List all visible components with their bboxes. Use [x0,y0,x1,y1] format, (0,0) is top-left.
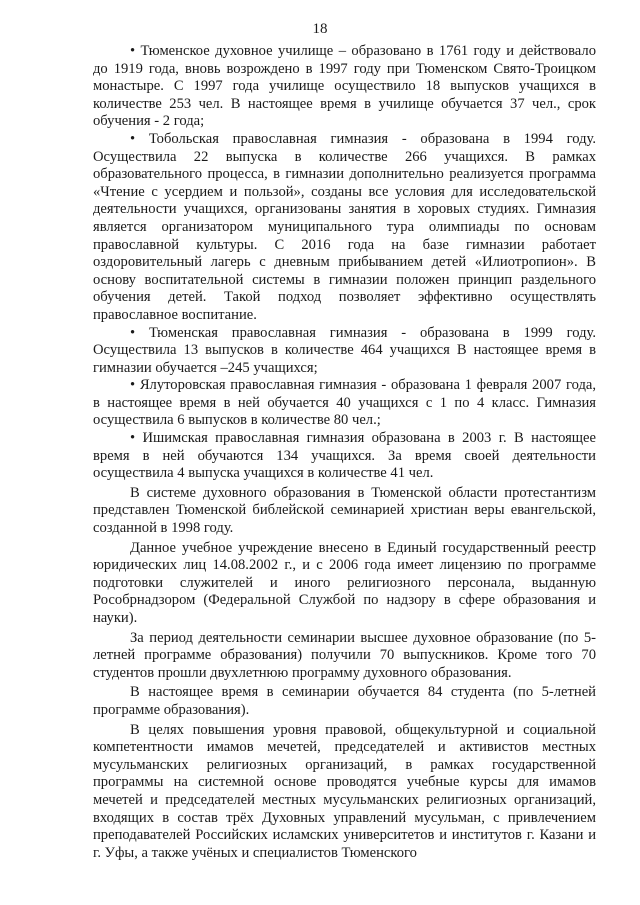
paragraph-tyumen-gymnasium: • Тюменская православная гимназия - образована в 1999 году. Осуществила 13 выпусков в количестве 464 учащихся В настоящее время в гимназии обучается –245 учащихся; [93,324,596,376]
paragraph-seminary-registration: Данное учебное учреждение внесено в Единый государственный реестр юридических лиц 14.08.2002 г., и с 2006 года имеет лицензию по программе подготовки служителей и иного религиозного персонала, выданную Рособрнадзором (Федеральной Службой по надзору в сфере образования и науки). [93,539,596,626]
paragraph-yalutorovsk-gymnasium: • Ялуторовская православная гимназия - образована 1 февраля 2007 года, в настоящее время в ней обучается 40 учащихся с 1 по 4 класс. Гимназия осуществила 6 выпусков в количестве 80 чел.; [93,377,596,429]
page-body [93,43,596,862]
paragraph-imam-training: В целях повышения уровня правовой, общекультурной и социальной компетентности имамов мечетей, председателей и активистов местных мусульманских религиозных организаций, в рамках государственной программы на системной основе проводятся учебные курсы для имамов мечетей и председателей местных мусульманских религиозных организаций, входящих в состав трёх Духовных управлений мусульман, с привлечением преподавателей Российских исламских университетов и институтов г. Казани и г. Уфы, а также учёных и специалистов Тюменского [93,721,596,861]
paragraph-tobolsk-gymnasium: • Тобольская православная гимназия - образована в 1994 году. Осуществила 22 выпуска в количестве 266 учащихся. В рамках образовательного процесса, в гимназии дополнительно реализуется программа «Чтение с усердием и пользой», созданы все условия для исследовательской деятельности учащихся, организованы занятия в хоровых студиях. Гимназия является организатором муниципального тура олимпиады по основам православной культуры. С 2016 года на базе гимназии работает оздоровительный лагерь с дневным прибыванием детей «Илиотропион». В основу воспитательной системы в гимназии положен принцип раздельного обучения детей. Такой подход позволяет эффективно осуществлять православное воспитание. [93,130,596,323]
paragraph-seminary-graduates: За период деятельности семинарии высшее духовное образование (по 5-летней программе образования) получили 70 выпускников. Кроме того 70 студентов прошли двухлетнюю программу духовного образования. [93,629,596,681]
paragraph-seminary-students: В настоящее время в семинарии обучается 84 студента (по 5-летней программе образования). [93,684,596,718]
paragraph-tyumen-seminary-school: • Тюменское духовное училище – образовано в 1761 году и действовало до 1919 года, вновь возрождено в 1997 году при Тюменском Свято-Троицком монастыре. С 1997 года училище осуществило 18 выпусков учащихся в количестве 253 чел. В настоящее время в училище обучается 37 чел., срок обучения - 2 года; [93,43,596,130]
paragraph-ishim-gymnasium: • Ишимская православная гимназия образована в 2003 г. В настоящее время в ней обучаются 134 учащихся. За время своей деятельности осуществила 4 выпуска учащихся в количестве 41 чел. [93,430,596,482]
page-number: 18 [312,21,328,37]
paragraph-protestant-seminary: В системе духовного образования в Тюменской области протестантизм представлен Тюменской библейской семинарией христиан веры евангельской, созданной в 1998 году. [93,484,596,537]
